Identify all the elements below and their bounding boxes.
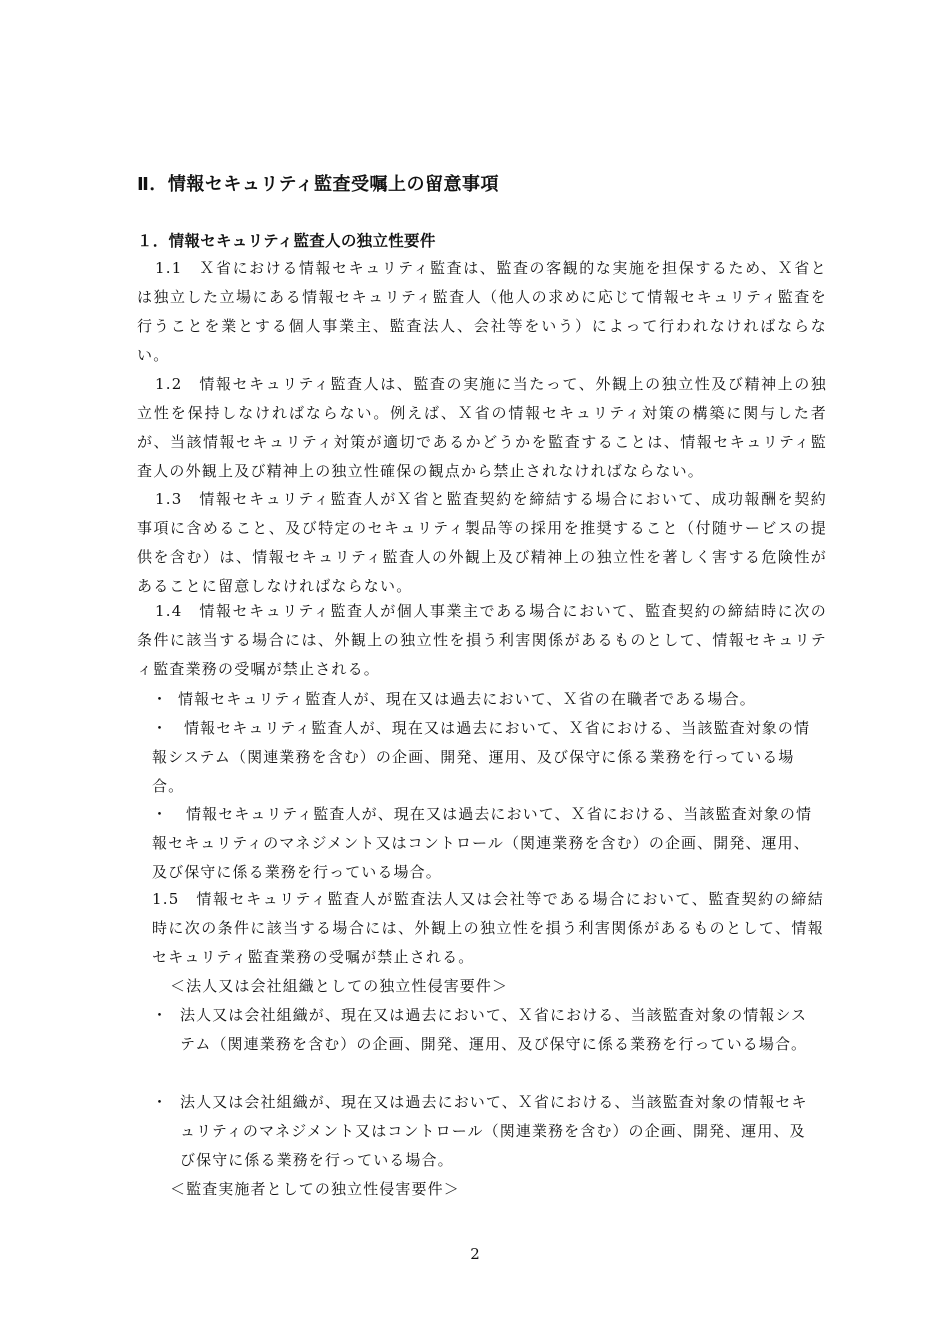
list-item-text: 法人又は会社組織が、現在又は過去において、Ｘ省における、当該監査対象の情報セキュリティのマネジメント又はコントロール（関連業務を含む）の企画、開発、運用、及び保守に係る業務を行っている場合。 bbox=[180, 1093, 808, 1169]
list-item bbox=[152, 1001, 817, 1059]
bullet-mark: ・ bbox=[152, 1093, 169, 1111]
list-item bbox=[152, 714, 822, 801]
list-item-text: 情報セキュリティ監査人が、現在又は過去において、Ｘ省の在職者である場合。 bbox=[178, 690, 756, 708]
list-item-text: 情報セキュリティ監査人が、現在又は過去において、Ｘ省における、当該監査対象の情報セキュリティのマネジメント又はコントロール（関連業務を含む）の企画、開発、運用、及び保守に係る業務を行っている場合。 bbox=[152, 805, 813, 881]
section-title: １．情報セキュリティ監査人の独立性要件 bbox=[137, 232, 436, 250]
chapter-heading: Ⅱ．情報セキュリティ監査受嘱上の留意事項 bbox=[137, 174, 500, 195]
subsection-heading-auditor: ＜監査実施者としての独立性侵害要件＞ bbox=[170, 1180, 460, 1198]
paragraph-1-3: 1.3 情報セキュリティ監査人がＸ省と監査契約を締結する場合において、成功報酬を契約事項に含めること、及び特定のセキュリティ製品等の採用を推奨すること（付随サービスの提供を含む）は、情報セキュリティ監査人の外観上及び精神上の独立性を著しく害する危険性があることに留意しなければならない。 bbox=[137, 490, 827, 595]
list-item-text: 法人又は会社組織が、現在又は過去において、Ｘ省における、当該監査対象の情報システム（関連業務を含む）の企画、開発、運用、及び保守に係る業務を行っている場合。 bbox=[180, 1006, 808, 1053]
paragraph-1-5: 1.5 情報セキュリティ監査人が監査法人又は会社等である場合において、監査契約の締結時に次の条件に該当する場合には、外観上の独立性を損う利害関係があるものとして、情報セキュリティ監査業務の受嘱が禁止される。 bbox=[152, 890, 824, 966]
paragraph-1-2: 1.2 情報セキュリティ監査人は、監査の実施に当たって、外観上の独立性及び精神上の独立性を保持しなければならない。例えば、Ｘ省の情報セキュリティ対策の構築に関与した者が、当該情報セキュリティ対策が適切であるかどうかを監査することは、情報セキュリティ監査人の外観上及び精神上の独立性確保の観点から禁止されなければならない。 bbox=[137, 375, 827, 480]
list-item bbox=[152, 1088, 817, 1175]
bullet-mark: ・ bbox=[152, 719, 169, 737]
bullet-mark: ・ bbox=[152, 690, 169, 708]
subsection-heading-corporate: ＜法人又は会社組織としての独立性侵害要件＞ bbox=[170, 977, 509, 995]
list-item bbox=[152, 800, 824, 887]
page-number: 2 bbox=[470, 1245, 480, 1263]
paragraph-1-1: 1.1 Ｘ省における情報セキュリティ監査は、監査の客観的な実施を担保するため、Ｘ省とは独立した立場にある情報セキュリティ監査人（他人の求めに応じて情報セキュリティ監査を行うことを業とする個人事業主、監査法人、会社等をいう）によって行われなければならない。 bbox=[137, 259, 827, 364]
list-item-text: 情報セキュリティ監査人が、現在又は過去において、Ｘ省における、当該監査対象の情報システム（関連業務を含む）の企画、開発、運用、及び保守に係る業務を行っている場合。 bbox=[152, 719, 811, 795]
bullet-mark: ・ bbox=[152, 805, 169, 823]
list-item bbox=[152, 685, 822, 714]
bullet-mark: ・ bbox=[152, 1006, 169, 1024]
paragraph-1-4: 1.4 情報セキュリティ監査人が個人事業主である場合において、監査契約の締結時に次の条件に該当する場合には、外観上の独立性を損う利害関係があるものとして、情報セキュリティ監査業務の受嘱が禁止される。 bbox=[137, 602, 827, 678]
